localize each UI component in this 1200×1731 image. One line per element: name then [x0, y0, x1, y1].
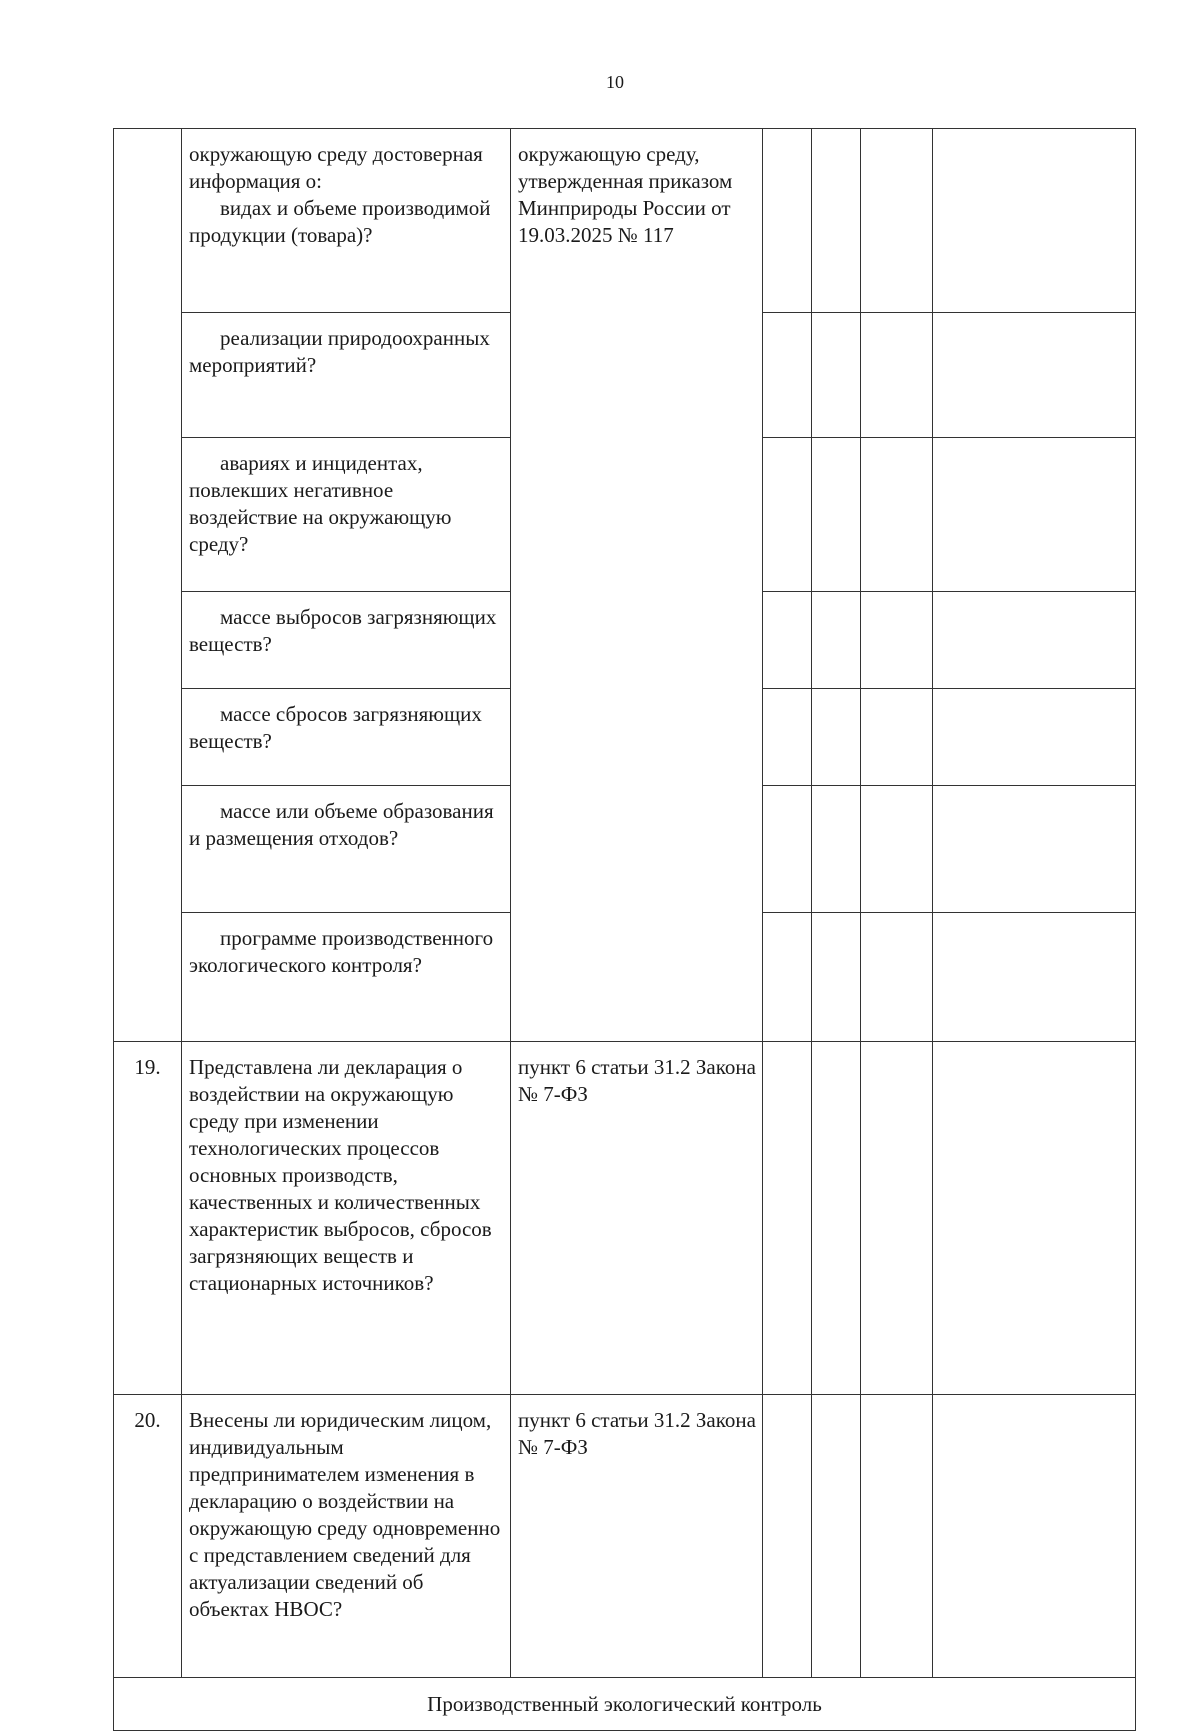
answer-no-cell[interactable]	[812, 438, 861, 592]
question-cell: Представлена ли декларация о воздействии на окружающую среду при изменении технологических процессов основных производств, качественных и количественных характеристик выбросов, сбросов загрязняющих веществ и стационарных источников?	[182, 1042, 511, 1395]
row-number-cell: 20.	[114, 1395, 182, 1678]
row-number-cell	[114, 129, 182, 1042]
answer-no-cell[interactable]	[812, 1395, 861, 1678]
answer-yes-cell[interactable]	[763, 689, 812, 786]
note-cell[interactable]	[933, 1042, 1136, 1395]
question-cell	[182, 129, 511, 313]
answer-yes-cell[interactable]	[763, 129, 812, 313]
answer-yes-cell[interactable]	[763, 592, 812, 689]
row-number-cell: 19.	[114, 1042, 182, 1395]
sub-question-text: реализации природоохранных мероприятий?	[189, 326, 490, 377]
table-row	[114, 1395, 1136, 1678]
answer-na-cell[interactable]	[861, 313, 933, 438]
sub-question-text: массе или объеме образования и размещения отходов?	[189, 799, 494, 850]
question-cell	[182, 913, 511, 1042]
answer-na-cell[interactable]	[861, 592, 933, 689]
sub-question-text: видах и объеме производимой продукции (товара)?	[189, 196, 491, 247]
note-cell[interactable]	[933, 438, 1136, 592]
basis-cell: пункт 6 статьи 31.2 Закона № 7-ФЗ	[511, 1395, 763, 1678]
sub-question-text: авариях и инцидентах, повлекших негативное воздействие на окружающую среду?	[189, 451, 452, 556]
section-title: Производственный экологический контроль	[114, 1678, 1136, 1731]
question-cell	[182, 786, 511, 913]
table-row	[114, 129, 1136, 313]
answer-no-cell[interactable]	[812, 913, 861, 1042]
answer-yes-cell[interactable]	[763, 1042, 812, 1395]
answer-no-cell[interactable]	[812, 1042, 861, 1395]
section-header-row	[114, 1678, 1136, 1731]
answer-yes-cell[interactable]	[763, 438, 812, 592]
answer-yes-cell[interactable]	[763, 1395, 812, 1678]
answer-no-cell[interactable]	[812, 786, 861, 913]
note-cell[interactable]	[933, 592, 1136, 689]
question-cell	[182, 313, 511, 438]
note-cell[interactable]	[933, 313, 1136, 438]
page-number: 10	[606, 72, 624, 92]
note-cell[interactable]	[933, 689, 1136, 786]
answer-na-cell[interactable]	[861, 1395, 933, 1678]
sub-question-text: массе выбросов загрязняющих веществ?	[189, 605, 497, 656]
sub-question-text: программе производственного экологического контроля?	[189, 926, 494, 977]
question-cell	[182, 689, 511, 786]
basis-cell: пункт 6 статьи 31.2 Закона № 7-ФЗ	[511, 1042, 763, 1395]
answer-na-cell[interactable]	[861, 438, 933, 592]
answer-na-cell[interactable]	[861, 689, 933, 786]
sub-question-text: массе сбросов загрязняющих веществ?	[189, 702, 482, 753]
answer-na-cell[interactable]	[861, 786, 933, 913]
question-text: окружающую среду достоверная информация о:	[189, 142, 483, 193]
note-cell[interactable]	[933, 786, 1136, 913]
table-row	[114, 1042, 1136, 1395]
note-cell[interactable]	[933, 1395, 1136, 1678]
answer-na-cell[interactable]	[861, 913, 933, 1042]
note-cell[interactable]	[933, 129, 1136, 313]
answer-yes-cell[interactable]	[763, 913, 812, 1042]
answer-no-cell[interactable]	[812, 129, 861, 313]
answer-no-cell[interactable]	[812, 592, 861, 689]
question-cell	[182, 438, 511, 592]
note-cell[interactable]	[933, 913, 1136, 1042]
basis-cell: окружающую среду, утвержденная приказом Минприроды России от 19.03.2025 № 117	[511, 129, 763, 1042]
answer-no-cell[interactable]	[812, 689, 861, 786]
question-cell	[182, 592, 511, 689]
answer-yes-cell[interactable]	[763, 313, 812, 438]
answer-yes-cell[interactable]	[763, 786, 812, 913]
checklist-table	[113, 128, 1136, 1731]
answer-na-cell[interactable]	[861, 1042, 933, 1395]
answer-no-cell[interactable]	[812, 313, 861, 438]
question-cell: Внесены ли юридическим лицом, индивидуальным предпринимателем изменения в декларацию о воздействии на окружающую среду одновременно с представлением сведений для актуализации сведений об объектах НВОС?	[182, 1395, 511, 1678]
answer-na-cell[interactable]	[861, 129, 933, 313]
